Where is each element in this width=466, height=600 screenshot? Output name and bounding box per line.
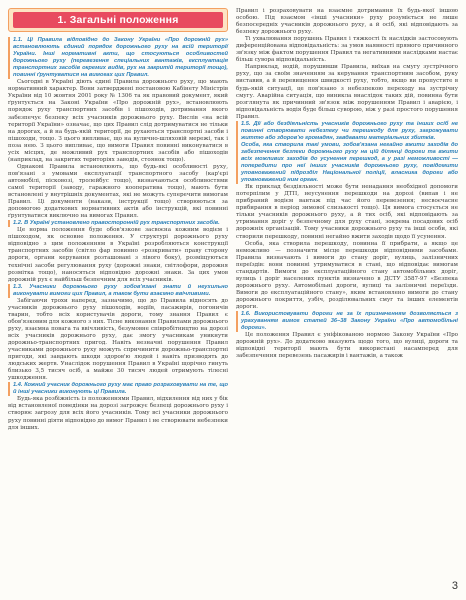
section-banner xyxy=(8,8,228,32)
paragraph: Будь-яка розбіжність із положеннями Правил, відхилення від них у бік від встановленої поведінки на дорозі загрожує безпеці дорожнього руху і створює загрозу для всіх його учасників. Тому всі учасники дорожнього руху повинні діяти відповідно до вимог Правил і не створювати небезпеки для інших. xyxy=(8,396,228,431)
section-title: 1. Загальні положення xyxy=(13,12,223,28)
rule-1-4: 1.4. Кожний учасник дорожнього руху має право розраховувати на те, що й інші учасники виконують ці Правила. xyxy=(8,382,228,396)
paragraph: Однакові Правила встановлюють, що будь-які особливості руху, пов'язані з умовами експлуатації транспортного засобу (кар'єрі автомобілі, пісковозі, тролейбус тощо), визначаються особливостями самої території (заводу, гаражного кооператива тощо), мають бути встановлені у внутрішніх документах, які не можуть суперечити вимогам Правил. Ці документи (накази, інструкції тощо) створюються за допомогою додаткових нормативних актів або інструкцій, які повинні ґрунтуватися виключно на вимогах Правил. xyxy=(8,163,228,220)
rule-1-6: 1.6. Використовувати дороги не за їх призначенням дозволяється з урахуванням вимог статей 36–38 Закону України «Про автомобільні дороги». xyxy=(236,311,458,332)
paragraph: Забігаючи трохи наперед, зазначимо, що до Правила відносять до учасників дорожнього руху пішоходів, водіїв, пасажирів, погоничів тварин, тобто всіх користувачів дороги, тому знання Правил є обов'язковим для кожного з них. Тісне виконання Правилами дорожнього руху, взаємна повага та ввічливість, безумовне співробітництво на дорозі всіх учасників дорожнього руху, дає змогу учасникам уникнути дорожньо-транспортних пригод. Навіть незначні порушення Правил учасниками дорожнього руху можуть спричинити дорожньо-транспортні пригоди, які завдають шкоди здоров'ю людей і навіть призводять до людських жертв. Унаслідок порушення Правил в Україні щорічно гинуть близько 3,5 тисяч осіб, а майже 30 тисяч людей отримують тілесні ушкодження. xyxy=(8,297,228,382)
page-number: 3 xyxy=(451,580,458,592)
rule-1-1: 1.1. Ці Правила відповідно до Закону України «Про дорожній рух» встановлюють єдиний порядок дорожнього руху на всій території України. Інші нормативні акти, що стосуються особливостей дорожнього руху (перевезення спеціальних вантажів, експлуатація транспортних засобів окремих видів, рух на закритій території тощо), повинні ґрунтуватися на вимогах цих Правил. xyxy=(8,37,228,79)
paragraph: Це норма положення буде обов'язкове засвоєна кожним водієм і пішоходом, як основне положення. У структурі дорожнього руху відповідно з цим положенням в Україні розробляються конструкції транспортних засобів (світло фар повинно «розкривати» праву сторону дороги, органи керування розташовані з лівого боку), розміщуються технічні засоби регулювання руху (дорожні знаки, світлофори, дорожня розмітка тощо), наносяться відповідно дорожні знаки. За цих умов дорожній рух є найбільш безпечним для всіх учасників. xyxy=(8,227,228,283)
rule-1-5: 1.5. Дії або бездіяльність учасників дорожнього руху та інших осіб не повинні створювати небезпеку чи перешкоду для руху, загрожувати життю або здоров'ю громадян, завдавати матеріальних збитків. xyxy=(236,121,458,142)
paragraph: Ті ухвалювання порушень Правил і тяжкості їх наслідків застосовують диференційована відповідальність: за умов наявності прямого причинного зв'язку між фактом порушення Правил та негативними наслідками настає більш сувора відповідальність. xyxy=(236,36,458,64)
paragraph: Особа, яка створила перешкоду, повинна її прибрати, а якщо це неможливо — позначити місце перешкоди відповідними засобами. Правила визначають і вимоги до стану доріг, вулиць, залізничних переїздів: вони повинні утримуватися в стані, що відповідає вимогам стандартів. Вимоги до експлуатаційного стану автомобільних доріг, вулиць і доріг населених пунктів визначено в ДСТУ 3587-97 «Безпека дорожнього руху. Автомобільні дороги, вулиці та залізничні переїзди. Вимоги до експлуатаційного стану», яким встановлено вимоги до стану дорожнього покриття, узбіч, розділювальних смуг та інших елементів дороги. xyxy=(236,240,458,310)
paragraph: Як приклад бездіяльності може бути ненадання необхідної допомоги потерпілим у ДТП, неусунення перешкоди на дорозі (випав і не прибраний водієм вантаж під час його перевезення; несвоєчасне прибирання в період зимової слизькості тощо). Ця вимога стосується не тільки учасників дорожнього руху, а й тих осіб, які відповідають за утримання доріг у безпечному для руху стані, зокрема посадових осіб дорожніх організацій. Тому учасники дорожнього руху та інші особи, які створили перешкоду, повинні негайно вжити заходів щодо її усунення. xyxy=(236,184,458,240)
rule-1-3: 1.3. Учасники дорожнього руху зобов'язані знати й неухильно виконувати вимоги цих Правил, а також бути взаємно ввічливими. xyxy=(8,284,228,298)
paragraph: Правил і розраховувати на взаємне дотримання їх будь-якої іншою особою. Під взаємом «інші учасники» руху розуміється не лише безпосередніх учасників дорожнього руху, а й осіб, які відповідають за безпеку дорожнього руху. xyxy=(236,8,458,36)
rule-1-2: 1.2. В Україні установлено правосторонній рух транспортних засобів. xyxy=(8,220,228,227)
paragraph: Наприклад, водій, порушивши Правила, виїхав на смугу зустрічного руху, що за своїм значенням за керування транспортним засобом, руку виставив, а й перевищення швидкості руху, тобто, якщо ви пропустите в будь-якій ситуації, це пов'язано з небезпекою переходу на зустрічну смугу. Аварійна ситуація, що виникла внаслідок таких дій, повинна бути розглянута як причинний зв'язок між порушенням Правил і аварією, і відповідальність водія буде більш суворою, ніж у разі простого порушення Правил. xyxy=(236,64,458,120)
paragraph: Сьогодні в Україні діють єдині Правила дорожнього руху, що мають нормативний характер. Вони затверджені постановою Кабінету Міністрів України від 10 жовтня 2001 року № 1306 та як правовий документ, який ґрунтується на Законі України «Про дорожній рух», встановлюють порядок руху транспортних засобів і пішоходів, дотримання якого забезпечує безпеку всіх учасників дорожнього руху. Вислів «на всій території України» означає, що цих Правил слід дотримуватися не тільки на дорогах, а й на будь-якій території, де рухаються транспортні засоби і пішоходи, тощо. З цього випливає, що на вулично-шляховій мережі, так і поза нею. З цього випливає, що вимоги Правил повинні виконуватися в усіх місцях, де можливий рух транспортних засобів або пішоходів (наприклад, на закритих територіях заводів, стоянок тощо). xyxy=(8,79,228,163)
left-column xyxy=(8,8,228,432)
paragraph: Це положення Правил є уніфікованою нормою Закону України «Про дорожній рух». До додатково вказують щодо того, що вулиці, дороги та відповідні території мають бути використані насамперед для забезпечення перевезень пасажирів і вантажів, а також xyxy=(236,332,458,360)
rule-1-5-continued: Особа, яка створила такі умови, зобов'язана негайно вжити заходів до забезпечення безпеки дорожнього руху на цій ділянці дороги та вжити всіх можливих заходів до усунення перешкод, а у разі неможливості — попередити про неї інших учасників дорожнього руху, повідомити уповноважений підрозділ Національної поліції, власника дороги або уповноважений ним орган. xyxy=(236,142,458,184)
right-column xyxy=(236,8,458,360)
